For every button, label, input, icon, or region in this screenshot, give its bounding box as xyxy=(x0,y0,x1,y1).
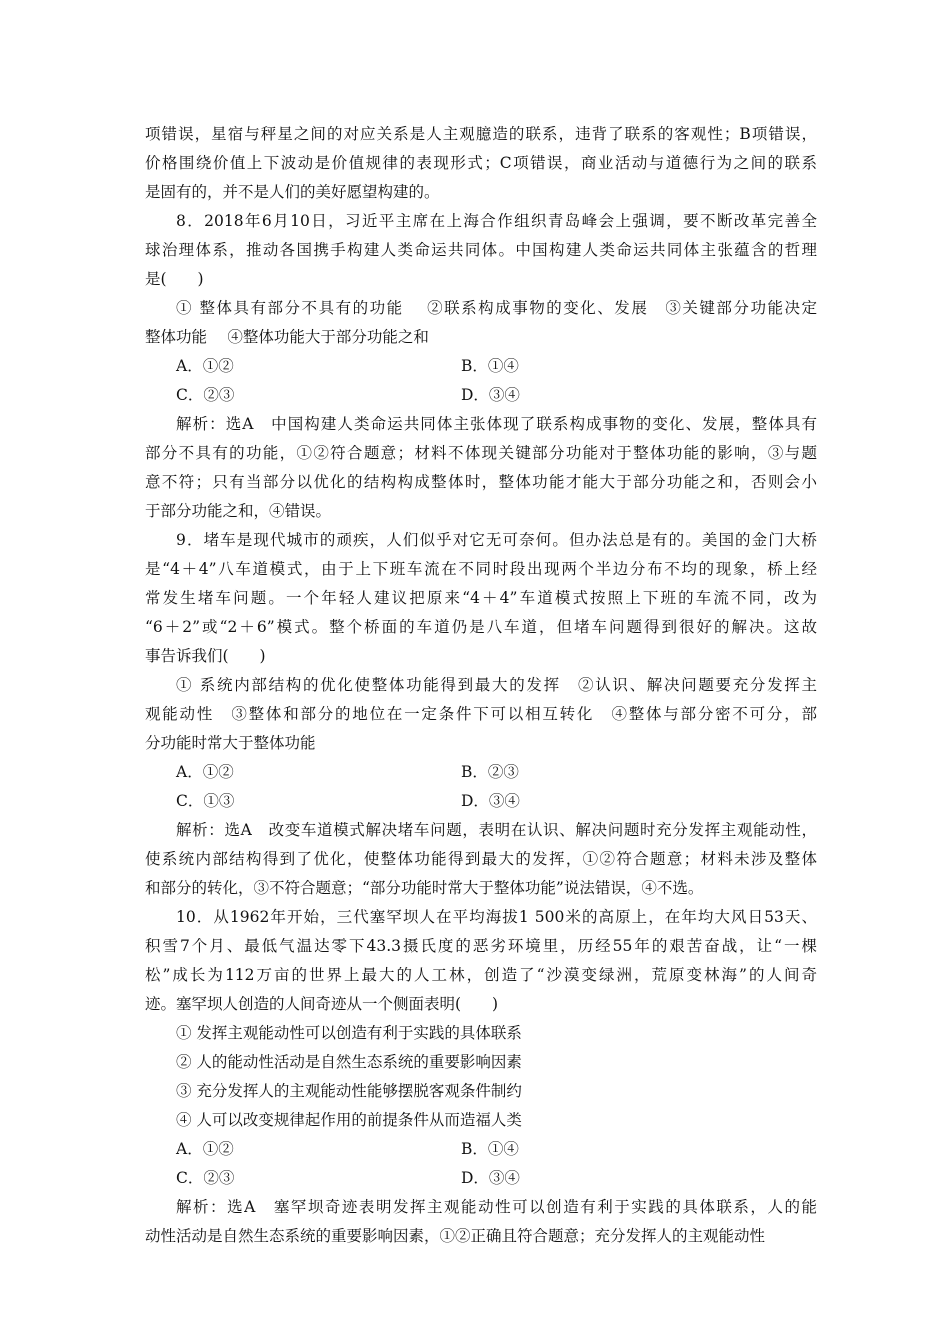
paragraph xyxy=(145,816,817,903)
text-line: 球治理体系，推动各国携手构建人类命运共同体。中国构建人类命运共同体主张蕴含的哲理 xyxy=(145,241,817,259)
text-line: 整体功能 ④整体功能大于部分功能之和 xyxy=(145,328,429,346)
text-line: 事告诉我们( ) xyxy=(145,647,266,665)
paragraph xyxy=(145,671,817,758)
text-line: 意不符；只有当部分以优化的结构构成整体时，整体功能才能大于部分功能之和，否则会小 xyxy=(145,473,817,491)
answer-option: B．②③ xyxy=(461,763,519,781)
text-line: ① 系统内部结构的优化使整体功能得到最大的发挥 ②认识、解决问题要充分发挥主 xyxy=(176,676,817,694)
answer-option: C．②③ xyxy=(176,386,235,404)
answer-option: D．③④ xyxy=(461,1169,520,1187)
answer-options-row xyxy=(145,758,817,787)
text-line: 解析：选A 塞罕坝奇迹表明发挥主观能动性可以创造有利于实践的具体联系，人的能 xyxy=(176,1198,817,1216)
answer-option: B．①④ xyxy=(461,357,519,375)
paragraph xyxy=(145,1193,817,1251)
document-body xyxy=(145,120,817,1251)
answer-options-row xyxy=(145,787,817,816)
text-line: 松”成长为112万亩的世界上最大的人工林，创造了“沙漠变绿洲，荒原变林海”的人间奇 xyxy=(145,966,817,984)
answer-option: A．①② xyxy=(176,357,234,375)
text-line: 解析：选A 改变车道模式解决堵车问题，表明在认识、解决问题时充分发挥主观能动性， xyxy=(176,821,817,839)
answer-options-row xyxy=(145,381,817,410)
text-line: 和部分的转化，③不符合题意；“部分功能时常大于整体功能”说法错误，④不选。 xyxy=(145,879,704,897)
text-line: 部分不具有的功能，①②符合题意；材料不体现关键部分功能对于整体功能的影响，③与题 xyxy=(145,444,817,462)
text-line: 是固有的，并不是人们的美好愿望构建的。 xyxy=(145,183,440,201)
text-line: 10．从1962年开始，三代塞罕坝人在平均海拔1 500米的高原上，在年均大风日53天、 xyxy=(176,908,817,926)
text-line: ① 整体具有部分不具有的功能 ②联系构成事物的变化、发展 ③关键部分功能决定 xyxy=(176,299,817,317)
text-line: 分功能时常大于整体功能 xyxy=(145,734,316,752)
paragraph xyxy=(145,294,817,352)
answer-option: D．③④ xyxy=(461,792,520,810)
text-line: ③ 充分发挥人的主观能动性能够摆脱客观条件制约 xyxy=(176,1082,522,1100)
answer-option: D．③④ xyxy=(461,386,520,404)
text-line: 积雪7个月、最低气温达零下43.3摄氏度的恶劣环境里，历经55年的艰苦奋战，让“一棵 xyxy=(145,937,817,955)
text-line: 观能动性 ③整体和部分的地位在一定条件下可以相互转化 ④整体与部分密不可分，部 xyxy=(145,705,817,723)
paragraph xyxy=(145,120,817,207)
text-line: 动性活动是自然生态系统的重要影响因素，①②正确且符合题意；充分发挥人的主观能动性 xyxy=(145,1227,766,1245)
answer-options-row xyxy=(145,352,817,381)
text-line: 常发生堵车问题。一个年轻人建议把原来“4＋4”车道模式按照上下班的车流不同，改为 xyxy=(145,589,817,607)
text-line: ② 人的能动性活动是自然生态系统的重要影响因素 xyxy=(176,1053,522,1071)
text-line: ④ 人可以改变规律起作用的前提条件从而造福人类 xyxy=(176,1111,522,1129)
text-line: 迹。塞罕坝人创造的人间奇迹从一个侧面表明( ) xyxy=(145,995,499,1013)
text-line: 解析：选A 中国构建人类命运共同体主张体现了联系构成事物的变化、发展，整体具有 xyxy=(176,415,817,433)
paragraph xyxy=(145,1106,817,1135)
paragraph xyxy=(145,1077,817,1106)
paragraph xyxy=(145,1019,817,1048)
text-line: 于部分功能之和，④错误。 xyxy=(145,502,332,520)
text-line: 项错误，星宿与秤星之间的对应关系是人主观臆造的联系，违背了联系的客观性；B项错误， xyxy=(145,125,817,143)
text-line: 是( ) xyxy=(145,270,204,288)
answer-options-row xyxy=(145,1164,817,1193)
text-line: ① 发挥主观能动性可以创造有利于实践的具体联系 xyxy=(176,1024,522,1042)
answer-options-row xyxy=(145,1135,817,1164)
answer-option: C．②③ xyxy=(176,1169,235,1187)
paragraph xyxy=(145,903,817,1019)
answer-option: B．①④ xyxy=(461,1140,519,1158)
paragraph xyxy=(145,526,817,671)
text-line: “6＋2”或“2＋6”模式。整个桥面的车道仍是八车道，但堵车问题得到很好的解决。这故 xyxy=(145,618,817,636)
text-line: 9．堵车是现代城市的顽疾，人们似乎对它无可奈何。但办法总是有的。美国的金门大桥 xyxy=(176,531,817,549)
answer-option: A．①② xyxy=(176,763,234,781)
paragraph xyxy=(145,1048,817,1077)
paragraph xyxy=(145,207,817,294)
text-line: 8．2018年6月10日，习近平主席在上海合作组织青岛峰会上强调，要不断改革完善全 xyxy=(176,212,817,230)
paragraph xyxy=(145,410,817,526)
text-line: 价格围绕价值上下波动是价值规律的表现形式；C项错误，商业活动与道德行为之间的联系 xyxy=(145,154,817,172)
text-line: 使系统内部结构得到了优化，使整体功能得到最大的发挥，①②符合题意；材料未涉及整体 xyxy=(145,850,817,868)
text-line: 是“4＋4”八车道模式，由于上下班车流在不同时段出现两个半边分布不均的现象，桥上经 xyxy=(145,560,817,578)
answer-option: C．①③ xyxy=(176,792,235,810)
answer-option: A．①② xyxy=(176,1140,234,1158)
